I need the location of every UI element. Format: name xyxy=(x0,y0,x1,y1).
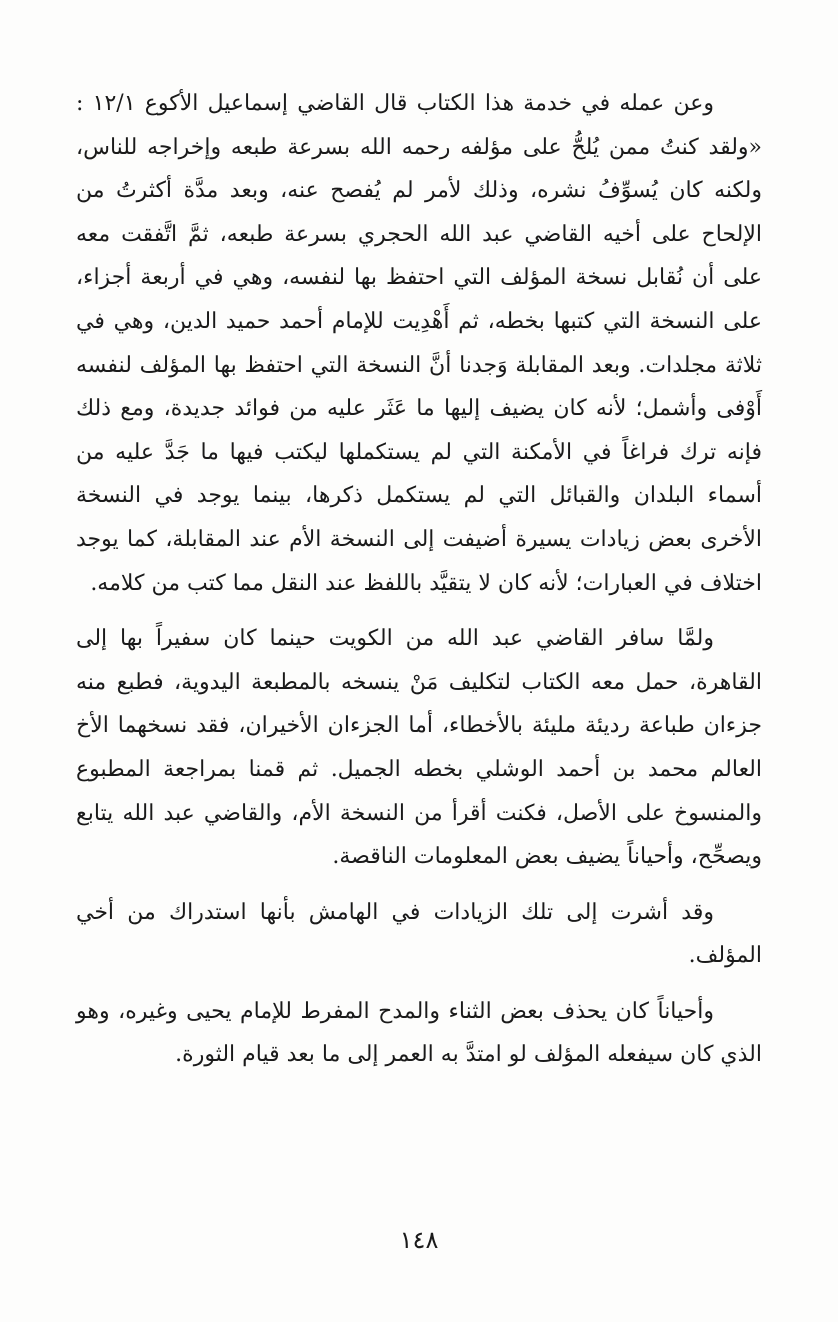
paragraph-4: وأحياناً كان يحذف بعض الثناء والمدح المفرط للإمام يحيى وغيره، وهو الذي كان سيفعله المؤلف لو امتدَّ به العمر إلى ما بعد قيام الثورة. xyxy=(76,998,762,1068)
paragraph-1: وعن عمله في خدمة هذا الكتاب قال القاضي إسماعيل الأكوع ١٢/١ : «ولقد كنتُ ممن يُلحُّ على مؤلفه رحمه الله بسرعة طبعه وإخراجه للناس، ولكنه كان يُسوِّفُ نشره، وذلك لأمر لم يُفصح عنه، وبعد مدَّة أكثرتُ من الإلحاح على أخيه القاضي عبد الله الحجري بسرعة طبعه، ثمَّ اتَّفقت معه على أن نُقابل نسخة المؤلف التي احتفظ بها لنفسه، وهي في أربعة أجزاء، على النسخة التي كتبها بخطه، ثم أَهْدِيت للإمام أحمد حميد الدين، وهي في ثلاثة مجلدات. وبعد المقابلة وَجدنا أنَّ النسخة التي احتفظ بها المؤلف لنفسه أَوْفى وأشمل؛ لأنه كان يضيف إليها ما عَثَر عليه من فوائد جديدة، ومع ذلك فإنه ترك فراغاً في الأمكنة التي لم يستكملها ليكتب فيها ما جَدَّ عليه من أسماء البلدان والقبائل التي لم يستكمل ذكرها، بينما يوجد في النسخة الأخرى بعض زيادات يسيرة أضيفت إلى النسخة الأم عند المقابلة، كما يوجد اختلاف في العبارات؛ لأنه كان لا يتقيَّد باللفظ عند النقل مما كتب من كلامه. xyxy=(76,91,763,596)
body-text xyxy=(76,82,762,1077)
paragraph-2: ولمَّا سافر القاضي عبد الله من الكويت حينما كان سفيراً بها إلى القاهرة، حمل معه الكتاب لتكليف مَنْ ينسخه بالمطبعة اليدوية، فطبع منه جزءان طباعة رديئة مليئة بالأخطاء، أما الجزءان الأخيران، فقد نسخهما الأخ العالم محمد بن أحمد الوشلي بخطه الجميل. ثم قمنا بمراجعة المطبوع والمنسوخ على الأصل، فكنت أقرأ من النسخة الأم، والقاضي عبد الله يتابع ويصحِّح، وأحياناً يضيف بعض المعلومات الناقصة. xyxy=(76,626,762,870)
page-number: ١٤٨ xyxy=(399,1226,439,1254)
paragraph-3: وقد أشرت إلى تلك الزيادات في الهامش بأنها استدراك من أخي المؤلف. xyxy=(76,899,762,969)
